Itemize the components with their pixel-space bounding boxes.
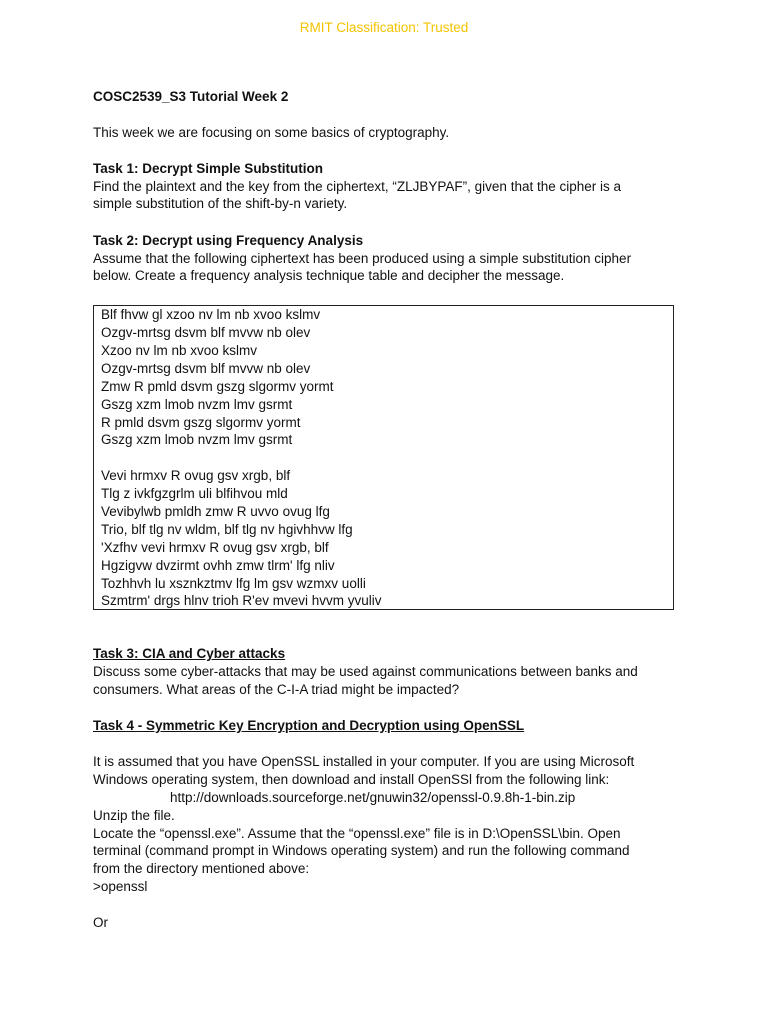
locate-text-line3: from the directory mentioned above: [93, 861, 310, 877]
cipher-line: Blf fhvw gl xzoo nv lm nb xvoo kslmv [101, 307, 321, 323]
task4-text-line1: It is assumed that you have OpenSSL installed in your computer. If you are using Microsoft [93, 754, 635, 770]
document-title: COSC2539_S3 Tutorial Week 2 [93, 89, 289, 104]
task3-text-line2: consumers. What areas of the C-I-A triad might be impacted? [93, 681, 460, 697]
or-text: Or [93, 915, 108, 931]
locate-text-line1: Locate the “openssl.exe”. Assume that the “openssl.exe” file is in D:\OpenSSL\bin. Open [93, 825, 621, 841]
cipher-line: Trio, blf tlg nv wldm, blf tlg nv hgivhhvw lfg [101, 521, 353, 537]
cipher-line: Ozgv-mrtsg dsvm blf mvvw nb olev [101, 325, 311, 341]
openssl-download-link[interactable]: http://downloads.sourceforge.net/gnuwin32/openssl-0.9.8h-1-bin.zip [170, 789, 576, 805]
cipher-line: Gszg xzm lmob nvzm lmv gsrmt [101, 432, 293, 448]
cipher-line: Ozgv-mrtsg dsvm blf mvvw nb olev [101, 360, 311, 376]
ciphertext-box [93, 305, 674, 610]
cipher-line: Gszg xzm lmob nvzm lmv gsrmt [101, 396, 293, 412]
task1-heading: Task 1: Decrypt Simple Substitution [93, 160, 324, 176]
task3-heading: Task 3: CIA and Cyber attacks [93, 646, 286, 662]
cipher-line: Tozhhvh lu xsznkztmv lfg lm gsv wzmxv uolli [101, 575, 366, 591]
document-body [93, 88, 683, 932]
unzip-instruction: Unzip the file. [93, 807, 175, 823]
cipher-line: Vevibylwb pmldh zmw R uvvo ovug lfg [101, 503, 330, 519]
openssl-command: >openssl [93, 878, 148, 894]
cipher-line: 'Xzfhv vevi hrmxv R ovug gsv xrgb, blf [101, 539, 329, 555]
classification-label: RMIT Classification: Trusted [299, 20, 469, 35]
cipher-line: R pmld dsvm gszg slgormv yormt [101, 414, 301, 430]
task4-heading: Task 4 - Symmetric Key Encryption and Decryption using OpenSSL [93, 718, 525, 734]
task2-text-line1: Assume that the following ciphertext has been produced using a simple substitution cipher [93, 250, 632, 266]
cipher-line: Szmtrm' drgs hlnv trioh R'ev mvevi hvvm yvuliv [101, 593, 382, 609]
intro-text: This week we are focusing on some basics of cryptography. [93, 124, 450, 140]
task2-text-line2: below. Create a frequency analysis technique table and decipher the message. [93, 268, 565, 284]
cipher-line: Xzoo nv lm nb xvoo kslmv [101, 342, 258, 358]
task4-text-line2: Windows operating system, then download and install OpenSSl from the following link: [93, 772, 610, 788]
cipher-line: Hgzigvw dvzirmt ovhh zmw tlrm' lfg nliv [101, 557, 335, 573]
task1-text-line1: Find the plaintext and the key from the ciphertext, “ZLJBYPAF”, given that the cipher is a [93, 178, 622, 194]
cipher-line: Tlg z ivkfgzgrlm uli blfihvou mld [101, 486, 288, 502]
cipher-line: Zmw R pmld dsvm gszg slgormv yormt [101, 378, 334, 394]
cipher-line: Vevi hrmxv R ovug gsv xrgb, blf [101, 468, 291, 484]
locate-text-line2: terminal (command prompt in Windows operating system) and run the following command [93, 843, 630, 859]
task3-text-line1: Discuss some cyber-attacks that may be used against communications between banks and [93, 663, 638, 679]
task2-heading: Task 2: Decrypt using Frequency Analysis [93, 232, 364, 248]
task1-text-line2: simple substitution of the shift-by-n variety. [93, 196, 348, 212]
